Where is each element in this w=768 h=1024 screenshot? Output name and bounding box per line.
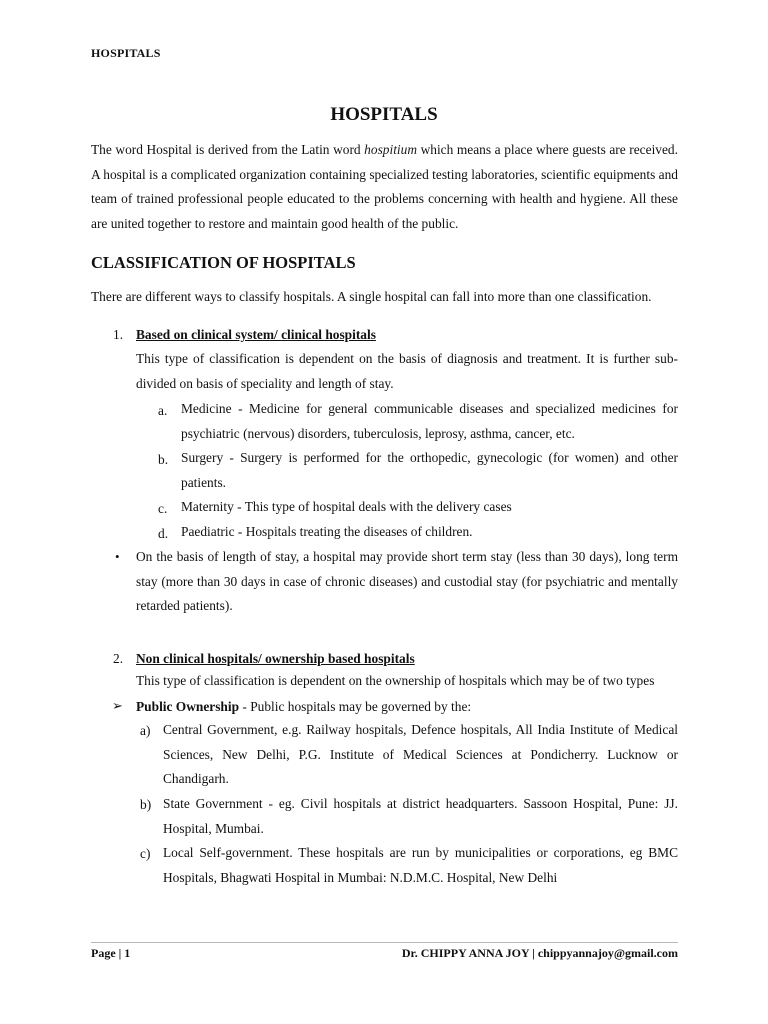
intro-paragraph	[91, 138, 678, 236]
list-item-text: Medicine - Medicine for general communicable diseases and specialized medicines for psychiatric (nervous) disorders, tuberculosis, leprosy, asthma, cancer, etc.	[181, 401, 678, 441]
footer-author: Dr. CHIPPY ANNA JOY | chippyannajoy@gmail.com	[401, 946, 678, 960]
classification-intro: There are different ways to classify hospitals. A single hospital can fall into more than one classification.	[91, 289, 652, 304]
section1-number: 1.	[113, 327, 124, 342]
section1-heading: Based on clinical system/ clinical hospitals	[136, 327, 376, 342]
list-item-marker: a)	[140, 723, 151, 738]
running-header: HOSPITALS	[91, 46, 161, 60]
list-item-marker: d.	[158, 526, 169, 541]
list-item-marker: c)	[140, 846, 151, 861]
section1-text: This type of classification is dependent on the basis of diagnosis and treatment. It is further sub-divided on basis of speciality and length of stay.	[136, 351, 678, 391]
public-ownership-text: - Public hospitals may be governed by the:	[239, 699, 472, 714]
list-item-text: Central Government, e.g. Railway hospitals, Defence hospitals, All India Institute of Medical Sciences, New Delhi, P.G. Institute of Medical Sciences at Pondicherry. Lucknow or Chandigarh.	[163, 722, 678, 786]
classification-heading: CLASSIFICATION OF HOSPITALS	[91, 253, 356, 272]
document-title: HOSPITALS	[330, 104, 438, 125]
section2-text: This type of classification is dependent on the ownership of hospitals which may be of two types	[136, 673, 655, 688]
bullet-marker: •	[115, 549, 120, 564]
section2-heading: Non clinical hospitals/ ownership based hospitals	[136, 651, 415, 666]
list-item-text: State Government - eg. Civil hospitals at district headquarters. Sassoon Hospital, Pune: JJ. Hospital, Mumbai.	[163, 796, 678, 836]
list-item-marker: b.	[158, 452, 169, 467]
length-of-stay-text: On the basis of length of stay, a hospital may provide short term stay (less than 30 days), long term stay (more than 30 days in case of chronic diseases) and custodial stay (for psychiatric and mentally retarded patients).	[136, 549, 678, 613]
list-item-text: Paediatric - Hospitals treating the diseases of children.	[181, 524, 473, 539]
list-item-text: Local Self-government. These hospitals are run by municipalities or corporations, eg BMC Hospitals, Bhagwati Hospital in Mumbai: N.D.M.C. Hospital, New Delhi	[163, 845, 678, 885]
list-item-marker: c.	[158, 501, 168, 516]
intro-text-2: which means a place where guests are received. A hospital is a complicated organization containing specialized testing laboratories, scientific equipments and team of trained professional people educated to the problems concerning with health and hygiene. All these are united together to restore and maintain good health of the public.	[91, 142, 678, 231]
page-number: Page | 1	[91, 946, 131, 960]
list-item-marker: b)	[140, 797, 152, 812]
list-item-text: Surgery - Surgery is performed for the orthopedic, gynecologic (for women) and other patients.	[181, 450, 678, 490]
arrow-bullet-icon: ➢	[112, 698, 123, 713]
public-ownership-label: Public Ownership	[136, 699, 240, 714]
list-item-text: Maternity - This type of hospital deals with the delivery cases	[181, 499, 512, 514]
list-item-marker: a.	[158, 403, 168, 418]
public-ownership-line	[136, 699, 471, 715]
section2-number: 2.	[113, 651, 124, 666]
intro-text-1: The word Hospital is derived from the Latin word	[91, 142, 365, 157]
latin-word: hospitium	[364, 142, 417, 157]
footer-divider	[91, 942, 678, 943]
